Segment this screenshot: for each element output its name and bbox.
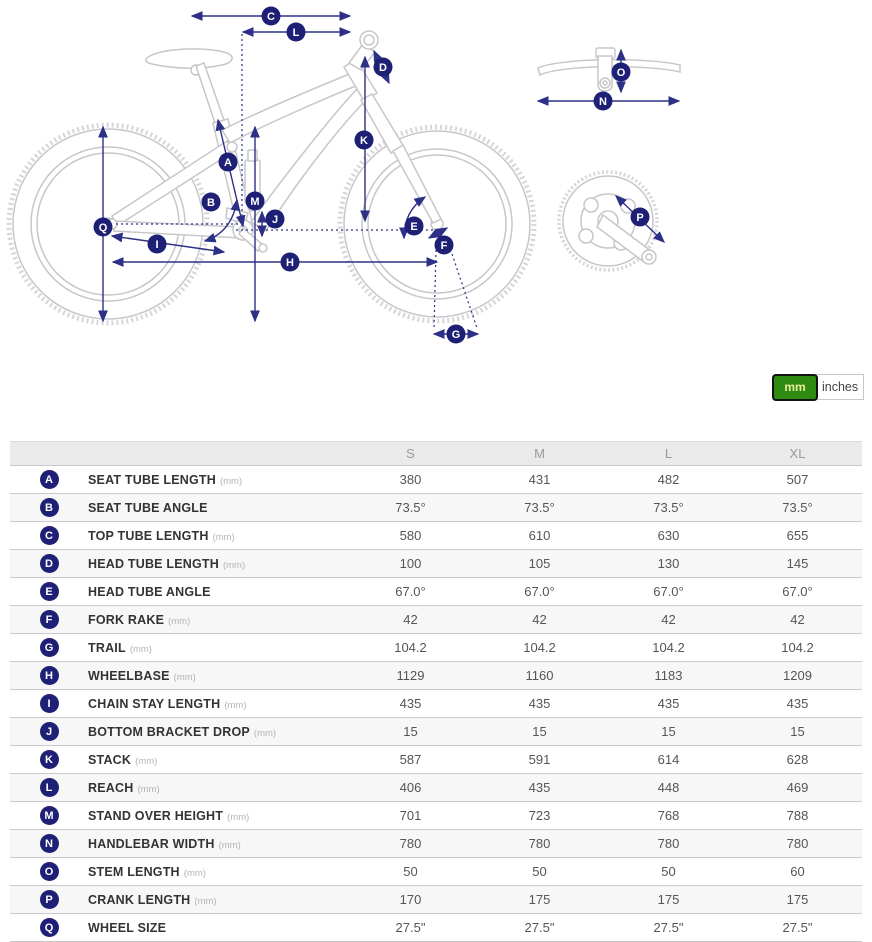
value-xl: 507 bbox=[786, 472, 809, 487]
column-header-l: L bbox=[664, 446, 673, 461]
row-letter-badge: H bbox=[40, 666, 59, 685]
marker-badge-J bbox=[266, 210, 285, 229]
marker-badge-E bbox=[405, 217, 424, 236]
row-label-cell bbox=[88, 471, 346, 489]
row-letter-badge: D bbox=[40, 554, 59, 573]
row-label-cell bbox=[88, 891, 346, 909]
row-badge-cell bbox=[10, 610, 88, 629]
row-badge-cell bbox=[10, 526, 88, 545]
row-unit: (mm) bbox=[224, 699, 247, 711]
marker-badge-D bbox=[374, 58, 393, 77]
value-l: 768 bbox=[657, 808, 680, 823]
value-l: 50 bbox=[661, 864, 676, 879]
inches-toggle-button[interactable]: inches bbox=[816, 374, 864, 400]
table-row bbox=[10, 885, 862, 913]
value-l: 15 bbox=[661, 724, 676, 739]
value-xl: 60 bbox=[790, 864, 805, 879]
row-letter-badge: L bbox=[40, 778, 59, 797]
row-letter-badge: O bbox=[40, 862, 59, 881]
row-badge-cell bbox=[10, 498, 88, 517]
table-row bbox=[10, 577, 862, 605]
value-m: 104.2 bbox=[523, 640, 556, 655]
table-row bbox=[10, 829, 862, 857]
row-unit: (mm) bbox=[183, 867, 206, 879]
row-label-cell bbox=[88, 527, 346, 545]
row-letter-badge: P bbox=[40, 890, 59, 909]
table-row bbox=[10, 913, 862, 941]
value-l: 42 bbox=[661, 612, 676, 627]
value-m: 1160 bbox=[525, 668, 554, 683]
row-label-cell bbox=[88, 779, 346, 797]
row-label-cell bbox=[88, 555, 346, 573]
value-xl: 175 bbox=[786, 892, 809, 907]
geometry-diagram-svg bbox=[0, 0, 872, 362]
row-unit: (mm) bbox=[222, 559, 246, 571]
value-l: 130 bbox=[657, 556, 680, 571]
value-m: 27.5" bbox=[524, 920, 555, 935]
row-label-cell bbox=[88, 695, 346, 713]
row-letter-badge: N bbox=[40, 834, 59, 853]
marker-badge-A bbox=[219, 153, 238, 172]
row-badge-cell bbox=[10, 806, 88, 825]
bike-line-art bbox=[9, 31, 680, 323]
value-xl: 27.5" bbox=[782, 920, 813, 935]
value-s: 587 bbox=[399, 752, 422, 767]
value-m: 435 bbox=[528, 696, 551, 711]
marker-badge-L bbox=[287, 23, 306, 42]
row-badge-cell bbox=[10, 862, 88, 881]
value-l: 614 bbox=[657, 752, 680, 767]
marker-badge-G bbox=[447, 325, 466, 344]
row-unit: (mm) bbox=[173, 671, 196, 683]
handlebar-top-view bbox=[538, 48, 680, 91]
row-label: TOP TUBE LENGTH bbox=[88, 528, 209, 543]
value-s: 15 bbox=[403, 724, 418, 739]
row-label-cell bbox=[88, 919, 346, 937]
svg-text:L: L bbox=[292, 27, 300, 39]
row-letter-badge: G bbox=[40, 638, 59, 657]
table-row bbox=[10, 633, 862, 661]
value-xl: 145 bbox=[786, 556, 809, 571]
value-xl: 1209 bbox=[783, 668, 812, 683]
svg-text:H: H bbox=[286, 257, 294, 269]
mm-toggle-button[interactable]: mm bbox=[772, 374, 818, 401]
row-label-cell bbox=[88, 807, 346, 825]
value-xl: 469 bbox=[786, 780, 809, 795]
value-xl: 15 bbox=[790, 724, 805, 739]
row-unit: (mm) bbox=[168, 615, 191, 627]
table-row bbox=[10, 773, 862, 801]
row-badge-cell bbox=[10, 554, 88, 573]
row-label: FORK RAKE bbox=[88, 612, 165, 627]
dim-chainstay-I bbox=[112, 236, 224, 252]
row-label-cell bbox=[88, 499, 346, 517]
row-label: HEAD TUBE LENGTH bbox=[88, 556, 219, 571]
row-letter-badge: I bbox=[40, 694, 59, 713]
row-badge-cell bbox=[10, 666, 88, 685]
column-header-m: M bbox=[534, 446, 545, 461]
geometry-table bbox=[10, 441, 862, 942]
row-unit: (mm) bbox=[212, 531, 235, 543]
svg-text:K: K bbox=[360, 135, 368, 147]
row-label-cell bbox=[88, 863, 346, 881]
value-m: 73.5° bbox=[524, 500, 555, 515]
value-m: 435 bbox=[528, 780, 551, 795]
value-l: 1183 bbox=[654, 668, 683, 683]
row-letter-badge: F bbox=[40, 610, 59, 629]
marker-badge-H bbox=[281, 253, 300, 272]
marker-badge-K bbox=[355, 131, 374, 150]
row-label: BOTTOM BRACKET DROP bbox=[88, 724, 250, 739]
value-s: 42 bbox=[403, 612, 418, 627]
value-l: 435 bbox=[657, 696, 680, 711]
marker-badge-N bbox=[594, 92, 613, 111]
value-s: 27.5" bbox=[395, 920, 426, 935]
row-letter-badge: Q bbox=[40, 918, 59, 937]
front-wheel bbox=[340, 127, 534, 321]
value-xl: 67.0° bbox=[782, 584, 813, 599]
value-s: 100 bbox=[399, 556, 422, 571]
row-label-cell bbox=[88, 583, 346, 601]
row-unit: (mm) bbox=[219, 475, 243, 487]
value-xl: 42 bbox=[790, 612, 805, 627]
table-row bbox=[10, 689, 862, 717]
svg-text:B: B bbox=[207, 197, 215, 209]
value-m: 67.0° bbox=[524, 584, 555, 599]
row-letter-badge: K bbox=[40, 750, 59, 769]
row-label-cell bbox=[88, 639, 346, 657]
value-xl: 788 bbox=[786, 808, 809, 823]
svg-text:M: M bbox=[250, 196, 260, 208]
row-label: TRAIL bbox=[88, 640, 126, 655]
row-label: SEAT TUBE ANGLE bbox=[88, 500, 208, 515]
table-row bbox=[10, 745, 862, 773]
row-label-cell bbox=[88, 751, 346, 769]
value-l: 482 bbox=[657, 472, 680, 487]
row-badge-cell bbox=[10, 470, 88, 489]
svg-text:O: O bbox=[616, 67, 626, 79]
svg-text:F: F bbox=[440, 240, 448, 252]
column-header-xl: XL bbox=[789, 446, 806, 461]
row-unit: (mm) bbox=[135, 755, 158, 767]
table-row bbox=[10, 465, 862, 493]
value-m: 723 bbox=[528, 808, 551, 823]
value-l: 67.0° bbox=[653, 584, 684, 599]
row-badge-cell bbox=[10, 834, 88, 853]
svg-text:P: P bbox=[636, 212, 644, 224]
value-xl: 780 bbox=[786, 836, 809, 851]
row-letter-badge: J bbox=[40, 722, 59, 741]
table-row bbox=[10, 493, 862, 521]
value-m: 780 bbox=[528, 836, 551, 851]
row-badge-cell bbox=[10, 694, 88, 713]
row-label: CHAIN STAY LENGTH bbox=[88, 696, 221, 711]
value-l: 27.5" bbox=[653, 920, 684, 935]
table-row bbox=[10, 661, 862, 689]
svg-text:I: I bbox=[155, 239, 159, 251]
geometry-table-header bbox=[10, 441, 862, 465]
marker-badge-Q bbox=[94, 218, 113, 237]
svg-text:C: C bbox=[267, 11, 275, 23]
value-m: 50 bbox=[532, 864, 547, 879]
geometry-diagram bbox=[0, 0, 872, 362]
value-xl: 73.5° bbox=[782, 500, 813, 515]
table-row bbox=[10, 801, 862, 829]
row-label-cell bbox=[88, 611, 346, 629]
row-label: WHEEL SIZE bbox=[88, 920, 167, 935]
row-letter-badge: E bbox=[40, 582, 59, 601]
value-s: 380 bbox=[399, 472, 422, 487]
row-label: SEAT TUBE LENGTH bbox=[88, 472, 216, 487]
value-s: 104.2 bbox=[394, 640, 427, 655]
marker-badge-B bbox=[202, 193, 221, 212]
row-unit: (mm) bbox=[129, 643, 152, 655]
value-m: 431 bbox=[528, 472, 551, 487]
marker-badge-O bbox=[612, 63, 631, 82]
row-label: STEM LENGTH bbox=[88, 864, 180, 879]
row-label: CRANK LENGTH bbox=[88, 892, 191, 907]
row-badge-cell bbox=[10, 638, 88, 657]
value-m: 15 bbox=[532, 724, 547, 739]
marker-badge-P bbox=[631, 208, 650, 227]
value-l: 73.5° bbox=[653, 500, 684, 515]
svg-text:A: A bbox=[224, 157, 232, 169]
row-unit: (mm) bbox=[218, 839, 241, 851]
row-unit: (mm) bbox=[137, 783, 160, 795]
value-s: 73.5° bbox=[395, 500, 426, 515]
row-badge-cell bbox=[10, 778, 88, 797]
row-badge-cell bbox=[10, 890, 88, 909]
value-s: 701 bbox=[399, 808, 422, 823]
geometry-table-body bbox=[10, 465, 862, 941]
value-l: 104.2 bbox=[652, 640, 685, 655]
value-s: 50 bbox=[403, 864, 418, 879]
value-xl: 104.2 bbox=[781, 640, 814, 655]
value-s: 1129 bbox=[396, 668, 425, 683]
value-l: 630 bbox=[657, 528, 680, 543]
row-badge-cell bbox=[10, 750, 88, 769]
value-s: 406 bbox=[399, 780, 422, 795]
row-badge-cell bbox=[10, 918, 88, 937]
value-m: 175 bbox=[528, 892, 551, 907]
value-s: 780 bbox=[399, 836, 422, 851]
table-row bbox=[10, 717, 862, 745]
value-m: 610 bbox=[528, 528, 551, 543]
table-row bbox=[10, 605, 862, 633]
row-label-cell bbox=[88, 667, 346, 685]
value-s: 170 bbox=[399, 892, 422, 907]
marker-badge-M bbox=[246, 192, 265, 211]
unit-toggle bbox=[0, 373, 864, 401]
value-xl: 435 bbox=[786, 696, 809, 711]
svg-text:J: J bbox=[271, 214, 279, 226]
svg-text:D: D bbox=[379, 62, 387, 74]
svg-text:Q: Q bbox=[98, 222, 108, 234]
table-row bbox=[10, 521, 862, 549]
row-label: REACH bbox=[88, 780, 134, 795]
svg-text:G: G bbox=[451, 329, 461, 341]
row-label-cell bbox=[88, 723, 346, 741]
value-xl: 655 bbox=[786, 528, 809, 543]
value-s: 580 bbox=[399, 528, 422, 543]
value-s: 67.0° bbox=[395, 584, 426, 599]
column-header-s: S bbox=[406, 446, 415, 461]
row-label: WHEELBASE bbox=[88, 668, 170, 683]
value-l: 448 bbox=[657, 780, 680, 795]
row-letter-badge: A bbox=[40, 470, 59, 489]
row-label-cell bbox=[88, 835, 346, 853]
value-l: 175 bbox=[657, 892, 680, 907]
value-m: 591 bbox=[528, 752, 551, 767]
marker-badge-C bbox=[262, 7, 281, 26]
row-letter-badge: M bbox=[40, 806, 59, 825]
marker-badge-I bbox=[148, 235, 167, 254]
row-unit: (mm) bbox=[253, 727, 277, 739]
value-m: 105 bbox=[528, 556, 551, 571]
value-xl: 628 bbox=[786, 752, 809, 767]
value-s: 435 bbox=[399, 696, 422, 711]
row-label: STAND OVER HEIGHT bbox=[88, 808, 224, 823]
marker-badge-F bbox=[435, 236, 454, 255]
row-label: HANDLEBAR WIDTH bbox=[88, 836, 215, 851]
row-unit: (mm) bbox=[227, 811, 250, 823]
row-badge-cell bbox=[10, 722, 88, 741]
row-unit: (mm) bbox=[194, 895, 217, 907]
table-row bbox=[10, 857, 862, 885]
row-letter-badge: C bbox=[40, 526, 59, 545]
row-badge-cell bbox=[10, 582, 88, 601]
row-label: HEAD TUBE ANGLE bbox=[88, 584, 211, 599]
value-m: 42 bbox=[532, 612, 547, 627]
svg-text:E: E bbox=[410, 221, 418, 233]
table-row bbox=[10, 549, 862, 577]
row-letter-badge: B bbox=[40, 498, 59, 517]
row-label: STACK bbox=[88, 752, 132, 767]
svg-text:N: N bbox=[599, 96, 607, 108]
value-l: 780 bbox=[657, 836, 680, 851]
